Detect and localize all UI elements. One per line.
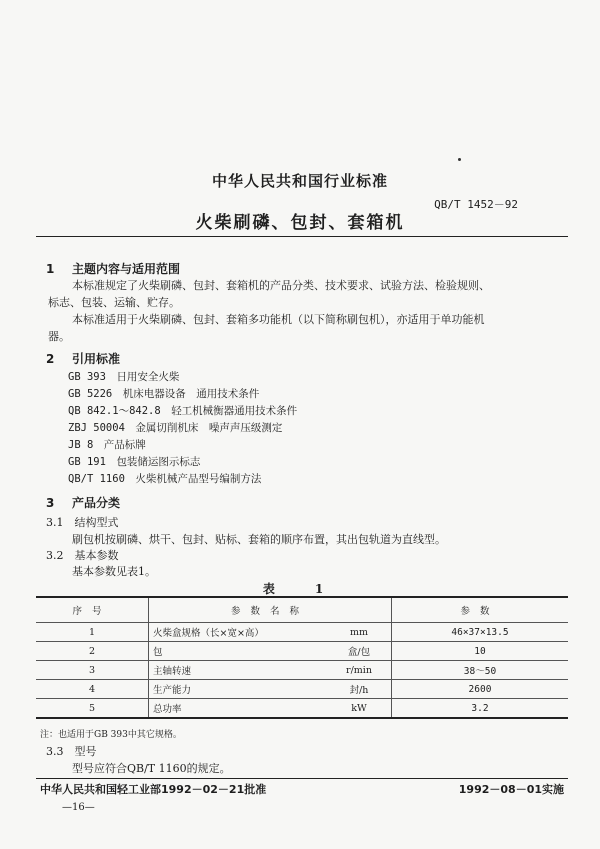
reference-title: 日用安全火柴 (116, 371, 180, 383)
cell-no: 5 (36, 699, 149, 719)
reference-item (68, 437, 146, 452)
reference-title: 机床电器设备 通用技术条件 (122, 388, 260, 400)
paragraph-line: 型号应符合QB/T 1160的规定。 (72, 762, 231, 775)
table-row (36, 680, 568, 699)
section-title: 产品分类 (72, 496, 121, 510)
reference-code: GB 5226 (68, 388, 113, 400)
cell-no: 3 (36, 661, 149, 680)
cell-name: 主轴转速 (149, 661, 328, 680)
cell-value: 38～50 (392, 661, 569, 680)
issuer-statement: 中华人民共和国轻工业部1992－02－21批准 (40, 783, 267, 796)
cell-no: 4 (36, 680, 149, 699)
reference-item (68, 386, 259, 401)
reference-item (68, 471, 261, 486)
standard-category: 中华人民共和国行业标准 (211, 172, 388, 190)
title-rule (36, 236, 568, 237)
reference-item (68, 454, 200, 469)
footer-rule (36, 778, 568, 779)
table-title: 表 1 (262, 582, 338, 596)
subsection-3-3-heading (46, 743, 97, 759)
cell-name: 包 (149, 642, 328, 661)
reference-title: 火柴机械产品型号编制方法 (135, 473, 262, 485)
reference-item (68, 420, 282, 435)
subsection-title: 型号 (74, 745, 97, 758)
cell-name: 生产能力 (149, 680, 328, 699)
section-1-heading (46, 260, 180, 277)
subsection-number: 3.1 (46, 516, 64, 529)
page-number: —16— (62, 802, 95, 813)
cell-name: 总功率 (149, 699, 328, 719)
reference-code: GB 393 (68, 371, 106, 383)
table-note: 注：也适用于GB 393中其它规格。 (40, 730, 182, 740)
cell-value: 10 (392, 642, 569, 661)
paragraph-line: 刷包机按刷磷、烘干、包封、贴标、套箱的顺序布置，其出包轨道为直线型。 (72, 533, 446, 546)
table-row (36, 699, 568, 719)
section-2-heading (46, 350, 120, 367)
header-name: 参数名称 (149, 597, 392, 623)
standard-code: QB/T 1452－92 (434, 198, 518, 211)
reference-item (68, 369, 179, 384)
paragraph-line: 器。 (48, 330, 70, 343)
section-number: 3 (46, 496, 55, 510)
cell-name: 火柴盒规格（长×宽×高） (149, 623, 328, 642)
section-number: 1 (46, 262, 55, 276)
table-header-row (36, 597, 568, 623)
reference-code: GB 191 (68, 456, 106, 468)
reference-title: 轻工机械衡器通用技术条件 (171, 405, 298, 417)
reference-code: QB/T 1160 (68, 473, 125, 485)
section-title: 主题内容与适用范围 (72, 262, 181, 276)
cell-unit: kW (327, 699, 392, 719)
reference-code: QB 842.1～842.8 (68, 405, 161, 417)
subsection-number: 3.3 (46, 745, 64, 758)
effective-date: 1992－08－01实施 (458, 783, 564, 796)
subsection-3-2-heading (46, 547, 119, 563)
reference-title: 包装储运图示标志 (116, 456, 201, 468)
paragraph-line: 标志、包装、运输、贮存。 (48, 296, 180, 309)
cell-unit: 盒/包 (327, 642, 392, 661)
cell-no: 1 (36, 623, 149, 642)
table-row (36, 661, 568, 680)
cell-no: 2 (36, 642, 149, 661)
section-number: 2 (46, 352, 55, 366)
header-no: 序号 (36, 597, 149, 623)
section-title: 引用标准 (72, 352, 121, 366)
reference-title: 产品标牌 (103, 439, 146, 451)
table-row (36, 623, 568, 642)
paragraph-line: 本标准适用于火柴刷磷、包封、套箱多功能机（以下简称刷包机），亦适用于单功能机 (72, 313, 485, 326)
subsection-number: 3.2 (46, 549, 64, 562)
table-row (36, 642, 568, 661)
header-value: 参数 (392, 597, 569, 623)
subsection-title: 基本参数 (74, 549, 119, 562)
parameter-table (36, 596, 568, 719)
reference-item (68, 403, 297, 418)
speck-mark (458, 158, 461, 161)
subsection-3-1-heading (46, 514, 119, 530)
cell-unit: mm (327, 623, 392, 642)
cell-value: 46×37×13.5 (392, 623, 569, 642)
reference-code: JB 8 (68, 439, 94, 451)
paragraph-line: 基本参数见表1。 (72, 565, 156, 578)
section-3-heading (46, 494, 120, 511)
cell-value: 2600 (392, 680, 569, 699)
reference-code: ZBJ 50004 (68, 422, 125, 434)
reference-title: 金属切削机床 噪声声压级测定 (135, 422, 283, 434)
cell-unit: r/min (327, 661, 392, 680)
cell-value: 3.2 (392, 699, 569, 719)
subsection-title: 结构型式 (74, 516, 119, 529)
document-title: 火柴刷磷、包封、套箱机 (195, 213, 405, 233)
cell-unit: 封/h (327, 680, 392, 699)
paragraph-line: 本标准规定了火柴刷磷、包封、套箱机的产品分类、技术要求、试验方法、检验规则、 (72, 279, 490, 292)
